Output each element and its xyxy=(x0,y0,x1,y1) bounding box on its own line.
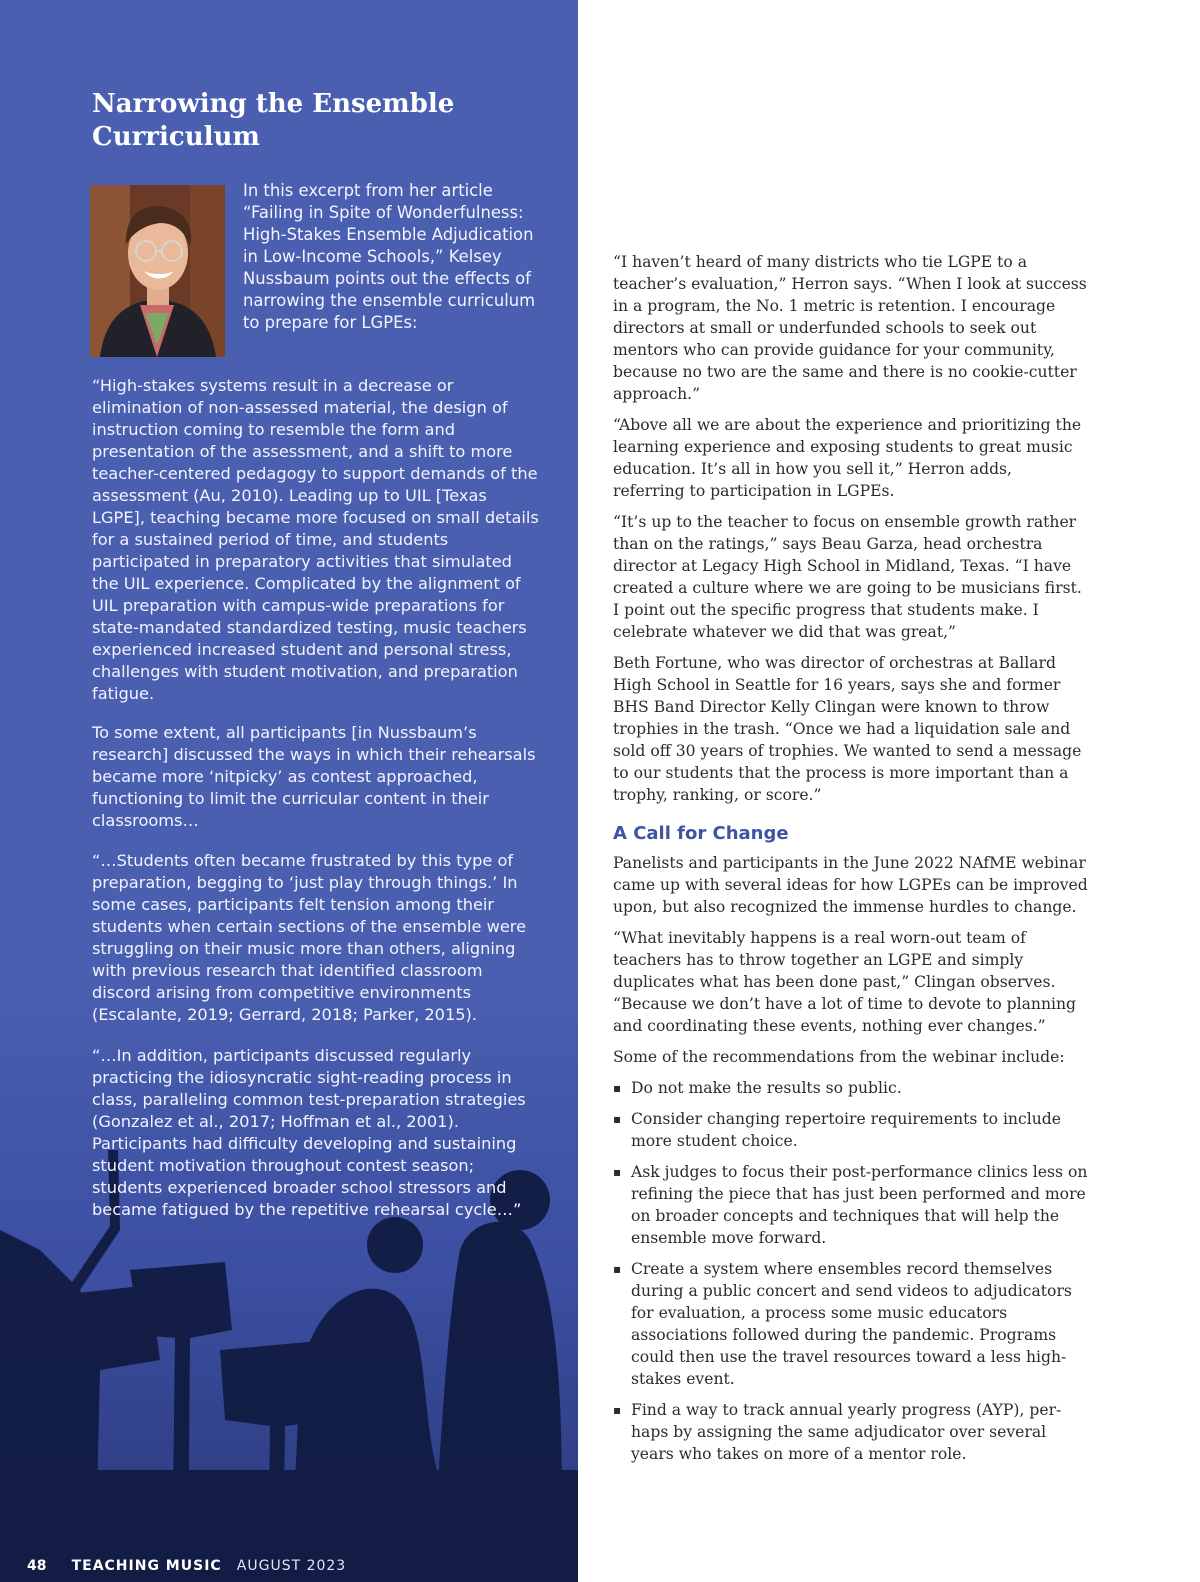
article-column xyxy=(613,251,1088,1474)
article-paragraph: Beth Fortune, who was director of orchestras at Ballard High School in Seattle for 16 years, says she and former BHS Band Director Kelly Clingan were known to throw trophies in the trash. “Once we had a liquidation sale and sold off 30 years of trophies. We wanted to send a message to our students that the process is more important than a trophy, ranking, or score.” xyxy=(613,654,1082,804)
article-paragraph: “Above all we are about the experience and prioritizing the learning experience and exposing students to great music education. It’s all in how you sell it,” Herron adds, referring to participation in LGPEs. xyxy=(613,416,1082,500)
article-paragraph: “I haven’t heard of many districts who tie LGPE to a teacher’s evaluation,” Herron says. “When I look at success in a program, the No. 1 metric is retention. I encourage directors at small or underfunded schools to seek out mentors who can provide guidance for your community, because no two are the same and there is no cookie-cutter approach.” xyxy=(613,253,1087,403)
bullet-icon: ▪ xyxy=(613,1403,622,1417)
sidebar-excerpt xyxy=(92,375,540,1238)
section-heading: A Call for Change xyxy=(613,823,789,844)
page-number: 48 xyxy=(27,1558,47,1574)
list-item xyxy=(613,1258,1088,1390)
bullet-icon: ▪ xyxy=(613,1081,622,1095)
list-item xyxy=(613,1108,1088,1152)
sidebar-paragraph: “High-stakes systems result in a decrease or elimination of non-assessed material, the design of instruction coming to resemble the form and presentation of the assessment, and a shift to more teacher-centered pedagogy to support demands of the assessment (Au, 2010). Leading up to UIL [Texas LGPE], teaching became more focused on small details for a sustained period of time, and students participated in preparatory activities that simulated the UIL experience. Complicated by the alignment of UIL preparation with campus-wide preparations for state-mandated standardized testing, music teachers experienced increased student and personal stress, challenges with student motivation, and preparation fatigue. xyxy=(92,376,539,703)
list-item-text: Do not make the results so public. xyxy=(631,1079,902,1097)
recommendations-list xyxy=(613,1077,1088,1465)
article-paragraph: “It’s up to the teacher to focus on ensemble growth rather than on the ratings,” says Beau Garza, head orchestra director at Legacy High School in Midland, Texas. “I have created a culture where we are going to be musicians first. I point out the specific progress that students make. I celebrate whatever we did that was great,” xyxy=(613,513,1082,641)
sidebar-paragraph: “…In addition, participants discussed regularly practicing the idiosyncratic sight-reading process in class, paralleling common test-preparation strategies (Gonzalez et al., 2017; Hoffman et al., 2001). Participants had difficulty developing and sustaining student motivation throughout contest season; students experienced broader school stressors and became fatigued by the repetitive rehearsal cycle…” xyxy=(92,1046,526,1219)
bullet-icon: ▪ xyxy=(613,1165,622,1179)
sidebar-panel xyxy=(0,0,578,1582)
bullet-icon: ▪ xyxy=(613,1262,622,1276)
article-paragraph: Some of the recommendations from the webinar include: xyxy=(613,1048,1065,1066)
list-item-text: Ask judges to focus their post-performance clinics less on refining the piece that has just been performed and more on broader concepts and techniques that will help the ensemble move forward. xyxy=(631,1163,1088,1247)
list-item xyxy=(613,1077,1088,1099)
page-footer xyxy=(27,1555,346,1574)
sidebar-paragraph: To some extent, all participants [in Nussbaum’s research] discussed the ways in which their rehearsals became more ‘nitpicky’ as contest approached, functioning to limit the curricular content in their classrooms… xyxy=(92,723,536,830)
article-paragraph: Panelists and participants in the June 2022 NAfME webinar came up with several ideas for how LGPEs can be improved upon, but also recognized the immense hurdles to change. xyxy=(613,854,1088,916)
magazine-name: TEACHING MUSIC xyxy=(71,1558,222,1574)
sidebar-paragraph: “…Students often became frustrated by this type of preparation, begging to ‘just play through things.’ In some cases, participants felt tension among their students when certain sections of the ensemble were struggling on their music more than others, aligning with previous research that identified classroom discord arising from competitive environments (Escalante, 2019; Gerrard, 2018; Parker, 2015). xyxy=(92,851,527,1024)
sidebar-title: Narrowing the Ensemble Curriculum xyxy=(92,89,455,152)
list-item xyxy=(613,1161,1088,1249)
list-item-text: Consider changing repertoire requirements to include more student choice. xyxy=(631,1110,1061,1150)
list-item-text: Create a system where ensembles record themselves during a public concert and send videos to adjudicators for evaluation, a process some music educators associations followed during the pandemic. Programs could then use the travel resources toward a less high-stakes event. xyxy=(631,1260,1072,1388)
bullet-icon: ▪ xyxy=(613,1112,622,1126)
article-paragraph: “What inevitably happens is a real worn-out team of teachers has to throw together an LGPE and simply duplicates what has been done past,” Clingan observes. “Because we don’t have a lot of time to devote to planning and coordinating these events, nothing ever changes.” xyxy=(613,929,1077,1035)
author-portrait-photo xyxy=(90,185,225,357)
issue-date: AUGUST 2023 xyxy=(236,1558,347,1574)
list-item-text: Find a way to track annual yearly progress (AYP), per-haps by assigning the same adjudicator over several years who takes on more of a mentor role. xyxy=(631,1401,1062,1463)
sidebar-intro: In this excerpt from her article “Failing in Spite of Wonderfulness: High-Stakes Ensemble Adjudication in Low-Income Schools,” Kelsey Nussbaum points out the effects of narrowing the ensemble curriculum to prepare for LGPEs: xyxy=(243,181,536,332)
list-item xyxy=(613,1399,1088,1465)
